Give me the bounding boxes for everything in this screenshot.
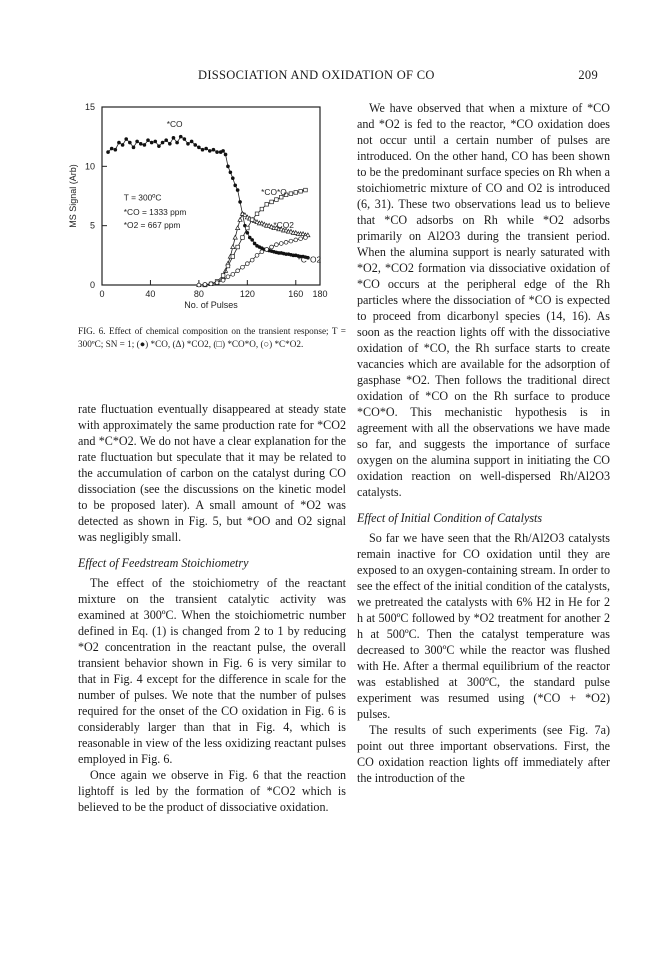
point-c-o2: [255, 253, 259, 257]
point-c-o2: [215, 281, 219, 285]
point-co-o: [241, 236, 245, 240]
point-co: [168, 142, 172, 146]
point-co: [233, 184, 237, 188]
running-title: DISSOCIATION AND OXIDATION OF CO: [198, 68, 435, 82]
point-co: [164, 138, 168, 142]
section-heading-stoichiometry: Effect of Feedstream Stoichiometry: [78, 556, 249, 570]
point-co: [146, 138, 150, 142]
point-co: [221, 149, 225, 153]
x-tick-label: 120: [239, 289, 255, 299]
point-co-o: [221, 274, 225, 278]
point-co: [106, 150, 110, 154]
point-co: [212, 148, 216, 152]
left-para-3: Once again we observe in Fig. 6 that the reaction lightoff is led by the formation of *CO2 which is believed to be the product of dissociative oxidation.: [78, 768, 346, 814]
point-co: [246, 231, 250, 235]
right-column: [357, 100, 610, 786]
point-co-o: [236, 245, 240, 249]
point-co: [201, 148, 205, 152]
right-para-3: The results of such experiments (see Fig. 7a) point out three important observations. First, the CO oxidation reaction lights off immediately after the introduction of the: [357, 723, 610, 785]
point-co-o: [255, 212, 259, 216]
point-c-o2: [299, 237, 303, 241]
point-co: [124, 137, 128, 141]
point-co: [197, 146, 201, 150]
point-co: [236, 188, 240, 192]
point-c-o2: [236, 269, 240, 273]
annotation-co2: *CO2: [273, 220, 294, 231]
point-co: [132, 146, 136, 150]
y-tick-label: 5: [89, 220, 95, 231]
x-tick-label: 40: [145, 289, 156, 299]
point-co: [224, 153, 228, 157]
point-c-o2: [294, 238, 298, 242]
point-c-o2: [270, 245, 274, 249]
figure-caption: FIG. 6. Effect of chemical composition on the transient response; T = 300ºC; SN = 1; (●) *CO, (Δ) *CO2, (□) *CO*O, (○) *C*O2.: [78, 326, 346, 349]
point-co: [161, 141, 165, 145]
point-c-o2: [241, 265, 245, 269]
annotation-c-o2: *C*O2: [297, 254, 322, 265]
point-c-o2: [304, 236, 308, 240]
y-tick-label: 10: [84, 161, 95, 172]
point-c-o2: [226, 275, 230, 279]
point-co-o: [294, 191, 298, 195]
point-co: [179, 135, 183, 139]
point-co2: [233, 235, 237, 239]
y-tick-label: 15: [84, 102, 95, 112]
point-co-o: [299, 189, 303, 193]
point-co: [238, 200, 242, 204]
point-co: [186, 142, 190, 146]
point-c-o2: [221, 278, 225, 282]
point-co-o: [226, 264, 230, 268]
point-co-o: [246, 226, 250, 230]
point-co: [172, 136, 176, 140]
point-co: [175, 141, 179, 145]
left-para-2: The effect of the stoichiometry of the reactant mixture on the transient catalytic activity was examined at 300ºC. When the stoichiometric number defined in Eq. (1) is changed from 2 to 1 by reducing *O2 concentration in the reactant pulse, the overall transient behavior shown in Fig. 6 is very similar to that in Fig. 4 except for the difference in scale for the number of pulses. We note that the number of pulses required for the onset of the CO oxidation in Fig. 6 is considerably larger than that in Fig. 4, which is reasonable in view of the less oxidizing reactant pulses employed in Fig. 6.: [78, 576, 346, 766]
point-co: [117, 141, 121, 145]
point-c-o2: [289, 239, 293, 243]
x-tick-label: 0: [99, 289, 105, 299]
point-co: [143, 143, 147, 147]
annotation-co: *CO: [166, 119, 183, 130]
point-c-o2: [265, 248, 269, 252]
point-co: [208, 149, 212, 153]
point-co-o: [231, 255, 235, 259]
right-para-2: So far we have seen that the Rh/Al2O3 catalysts remain inactive for CO oxidation until they are exposed to an oxygen-containing stream. In order to see the effect of the initial condition of the catalysts, we pretreated the catalysts with 6% H2 in He for 2 h at 500ºC followed by *O2 treatment for another 2 h at 500ºC. Then the catalyst temperature was decreased to 300ºC while the reactor was flushed with He. After a thermal equilibrium of the reactor was established at 300ºC, the standard pulse experiment was resumed using (*CO + *O2) pulses.: [357, 531, 610, 721]
left-para-1: rate fluctuation eventually disappeared at steady state with approximately the same production rate for *CO2 and *C*O2. We do not have a clear explanation for the rate fluctuation but speculate that it may be related to the accumulation of carbon on the catalyst during CO dissociation (see the discussions on the kinetic model to be proposed later). A small amount of *O2 was detected as shown in Fig. 5, but *OO and O2 signal was negligibly small.: [78, 402, 346, 544]
point-co2: [231, 245, 235, 249]
y-axis-label: MS Signal (Arb): [68, 164, 78, 228]
annotation-co-conc: *CO = 1333 ppm: [123, 206, 187, 217]
point-co: [215, 150, 219, 154]
point-co-o: [275, 198, 279, 202]
point-co: [153, 140, 157, 144]
point-c-o2: [275, 243, 279, 247]
point-co-o: [289, 192, 293, 196]
point-c-o2: [250, 258, 254, 262]
point-co: [226, 165, 230, 169]
point-co-o: [265, 203, 269, 207]
annotation-o2-conc: *O2 = 667 ppm: [123, 220, 181, 231]
annotation-temperature: T = 300ºC: [123, 192, 162, 203]
x-tick-label: 80: [193, 289, 204, 299]
point-co: [250, 238, 254, 242]
point-co: [204, 147, 208, 151]
figure-6: [60, 95, 345, 325]
point-c-o2: [203, 283, 207, 287]
point-c-o2: [279, 242, 283, 246]
left-column: [78, 401, 346, 815]
point-co: [135, 140, 139, 144]
point-co-o: [250, 218, 254, 222]
series-coo-line: [205, 190, 306, 285]
point-co: [231, 176, 235, 180]
page-number: 209: [578, 68, 598, 82]
section-heading-initial-condition: Effect of Initial Condition of Catalysts: [357, 511, 543, 525]
point-co-o: [260, 207, 264, 211]
point-c-o2: [231, 272, 235, 276]
point-co: [110, 147, 114, 151]
point-co: [229, 170, 233, 174]
x-tick-label: 160: [288, 289, 304, 299]
point-co: [121, 143, 125, 147]
chart-svg: [60, 95, 345, 325]
point-co: [114, 148, 118, 152]
point-co-o: [270, 200, 274, 204]
point-co: [190, 140, 194, 144]
x-axis-label: No. of Pulses: [184, 300, 238, 310]
point-c-o2: [197, 283, 201, 287]
point-c-o2: [245, 262, 249, 266]
point-co: [183, 137, 187, 141]
point-c-o2: [209, 282, 213, 286]
point-co2: [236, 226, 240, 230]
annotation-co-o: *CO*O: [261, 186, 287, 197]
point-co-o: [304, 188, 308, 192]
point-co2: [238, 218, 242, 222]
point-c-o2: [284, 240, 288, 244]
y-tick-label: 0: [89, 280, 95, 290]
right-para-1: We have observed that when a mixture of *CO and *O2 is fed to the reactor, *CO oxidation does not occur until a certain number of pulses are introduced. On the other hand, CO has been shown to be the predominant surface species on Rh when a stoichiometric mixture of CO and O2 is introduced (6, 31). These two observations lead us to believe that *CO adsorbs on Rh while *O2 adsorbs primarily on Al2O3 during the transient period. When the alumina support is nearly saturated with *O2, *CO2 formation via dissociative oxidation of *CO occurs at the peripheral edge of the Rh particles where the dissociation of *CO is expected to proceed from dicarbonyl species (14, 16). As soon as the reaction lights off with the dissociative oxidation of *CO, the Rh surface starts to create vacancies which are available for the adsorption of gasphase *O2. Then follows the traditional direct oxidation of *CO on the Rh surface to produce *CO*O. This mechanistic hypothesis is in agreement with all the observations we have made so far, and suggests the importance of surface oxygen on the alumina support in initiating the CO oxidation reaction on well-dispersed Rh/Al2O3 catalysts.: [357, 101, 610, 499]
point-c-o2: [260, 250, 264, 254]
point-co: [150, 141, 154, 145]
point-co: [193, 143, 197, 147]
point-co: [157, 144, 161, 148]
x-tick-label: 180: [312, 289, 328, 299]
point-co: [128, 141, 132, 145]
point-co: [139, 142, 143, 146]
